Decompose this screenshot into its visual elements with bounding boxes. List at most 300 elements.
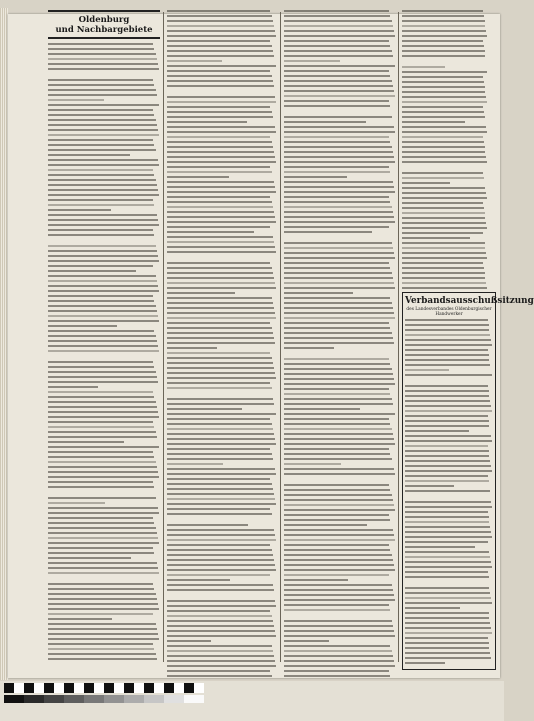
column-1 xyxy=(48,10,160,663)
text-line xyxy=(167,559,274,561)
text-line xyxy=(284,146,392,148)
text-line xyxy=(167,473,276,475)
text-line xyxy=(284,645,390,647)
text-line xyxy=(284,171,390,173)
text-line xyxy=(284,201,390,203)
text-line xyxy=(167,579,230,581)
text-line xyxy=(405,592,490,594)
text-line xyxy=(405,460,490,462)
text-line xyxy=(405,339,491,341)
text-line xyxy=(167,35,276,37)
grey-patch xyxy=(104,695,124,703)
text-line xyxy=(167,655,274,657)
text-line xyxy=(48,104,159,106)
text-line xyxy=(284,519,390,521)
article-text xyxy=(284,10,396,677)
text-line xyxy=(48,361,153,363)
text-line xyxy=(167,337,274,339)
text-line xyxy=(167,211,274,213)
text-line xyxy=(405,642,489,644)
text-line xyxy=(402,222,486,224)
text-line xyxy=(48,633,158,635)
text-line xyxy=(167,498,275,500)
text-line xyxy=(48,608,159,610)
text-line xyxy=(167,589,274,591)
text-line xyxy=(167,10,270,12)
text-line xyxy=(405,526,490,528)
text-line xyxy=(405,607,460,609)
text-line xyxy=(405,485,454,487)
text-line xyxy=(402,202,483,204)
text-line xyxy=(405,359,489,361)
text-line xyxy=(48,658,157,660)
text-line xyxy=(284,161,395,163)
text-line xyxy=(284,156,394,158)
text-line xyxy=(405,475,488,477)
text-line xyxy=(167,226,270,228)
text-line xyxy=(402,126,486,128)
text-line xyxy=(48,436,157,438)
text-line xyxy=(167,241,274,243)
text-line xyxy=(167,438,275,440)
text-line xyxy=(48,295,153,297)
text-line xyxy=(48,330,154,332)
text-line xyxy=(167,493,274,495)
text-line xyxy=(402,136,483,138)
text-line xyxy=(167,131,276,133)
text-line xyxy=(167,524,248,526)
text-line xyxy=(167,428,273,430)
text-line xyxy=(48,391,153,393)
text-line xyxy=(284,136,389,138)
text-line xyxy=(48,159,158,161)
text-line xyxy=(284,609,390,611)
ruler-segment xyxy=(24,683,34,693)
text-line xyxy=(402,192,486,194)
text-line xyxy=(48,522,154,524)
text-line xyxy=(167,372,275,374)
text-line xyxy=(402,50,485,52)
text-line xyxy=(48,451,153,453)
text-line xyxy=(284,544,389,546)
text-line xyxy=(284,292,353,294)
text-line xyxy=(48,512,159,514)
text-line xyxy=(48,456,154,458)
text-line xyxy=(167,665,276,667)
text-line xyxy=(405,571,488,573)
text-line xyxy=(167,251,276,253)
announcement-title: Verbandsausschußsitzung xyxy=(405,296,534,306)
text-line xyxy=(284,453,390,455)
text-line xyxy=(48,204,154,206)
text-line xyxy=(284,468,394,470)
text-line xyxy=(167,85,274,87)
text-line xyxy=(284,70,389,72)
text-line xyxy=(405,637,488,639)
ruler-segment xyxy=(54,683,64,693)
text-line xyxy=(402,247,485,249)
text-line xyxy=(48,260,159,262)
text-line xyxy=(48,315,158,317)
text-line xyxy=(167,267,272,269)
text-line xyxy=(167,151,274,153)
text-line xyxy=(284,90,394,92)
grey-patch xyxy=(184,695,204,703)
text-line xyxy=(284,660,394,662)
text-line xyxy=(284,670,389,672)
text-line xyxy=(167,161,276,163)
text-line xyxy=(167,620,273,622)
text-line xyxy=(284,307,393,309)
text-line xyxy=(405,319,488,321)
text-line xyxy=(167,539,276,541)
text-line xyxy=(405,470,492,472)
text-line xyxy=(48,119,156,121)
text-line xyxy=(167,382,270,384)
text-line xyxy=(284,539,395,541)
text-line xyxy=(48,446,159,448)
column-rule xyxy=(280,12,281,662)
text-line xyxy=(405,546,475,548)
text-line xyxy=(48,199,153,201)
text-line xyxy=(48,366,154,368)
text-line xyxy=(284,60,340,62)
text-line xyxy=(284,151,393,153)
text-line xyxy=(405,551,489,553)
ruler-segment xyxy=(164,683,174,693)
text-line xyxy=(284,30,394,32)
grey-patch xyxy=(84,695,104,703)
text-line xyxy=(48,431,156,433)
grey-patch xyxy=(4,695,24,703)
text-line xyxy=(405,622,490,624)
text-line xyxy=(284,504,394,506)
column-3 xyxy=(284,10,396,680)
text-line xyxy=(167,600,275,602)
text-line xyxy=(284,413,395,415)
grey-patch xyxy=(144,695,164,703)
text-line xyxy=(284,403,393,405)
text-line xyxy=(167,529,274,531)
text-line xyxy=(167,367,274,369)
text-line xyxy=(402,182,450,184)
text-line xyxy=(405,662,445,664)
text-line xyxy=(167,171,272,173)
article-text xyxy=(167,10,277,677)
text-line xyxy=(167,216,275,218)
text-line xyxy=(284,655,393,657)
text-line xyxy=(402,10,483,12)
text-line xyxy=(48,481,153,483)
text-line xyxy=(284,297,390,299)
text-line xyxy=(284,589,393,591)
text-line xyxy=(284,75,390,77)
text-line xyxy=(284,625,393,627)
text-line xyxy=(167,201,272,203)
text-line xyxy=(405,385,488,387)
text-line xyxy=(284,65,395,67)
text-line xyxy=(48,396,154,398)
text-line xyxy=(48,381,158,383)
text-line xyxy=(284,25,393,27)
text-line xyxy=(48,497,156,499)
text-line xyxy=(167,418,270,420)
text-line xyxy=(402,35,487,37)
text-line xyxy=(48,109,153,111)
text-line xyxy=(402,96,486,98)
ruler-segment xyxy=(104,683,114,693)
ruler-segment xyxy=(34,683,44,693)
announcement-text xyxy=(405,319,493,664)
text-line xyxy=(284,358,389,360)
text-line xyxy=(284,368,392,370)
text-line xyxy=(405,334,490,336)
text-line xyxy=(405,506,492,508)
text-line xyxy=(405,395,489,397)
text-line xyxy=(284,564,394,566)
ruler-segment xyxy=(174,683,184,693)
text-line xyxy=(402,91,485,93)
text-line xyxy=(48,255,158,257)
text-line xyxy=(167,564,275,566)
text-line xyxy=(284,327,390,329)
text-line xyxy=(405,597,491,599)
text-line xyxy=(284,509,395,511)
text-line xyxy=(402,207,484,209)
text-line xyxy=(167,166,270,168)
text-line xyxy=(48,174,154,176)
text-line xyxy=(284,473,395,475)
text-line xyxy=(167,15,272,17)
text-line xyxy=(402,282,486,284)
grey-patch xyxy=(64,695,84,703)
text-line xyxy=(48,527,156,529)
text-line xyxy=(167,221,276,223)
text-line xyxy=(402,101,487,103)
text-line xyxy=(402,172,483,174)
text-line xyxy=(48,618,112,620)
text-line xyxy=(402,187,485,189)
text-line xyxy=(48,371,156,373)
text-line xyxy=(284,393,390,395)
text-line xyxy=(405,390,489,392)
text-line xyxy=(284,337,393,339)
text-line xyxy=(402,242,485,244)
text-line xyxy=(402,177,484,179)
text-line xyxy=(48,613,153,615)
text-line xyxy=(167,156,275,158)
text-line xyxy=(48,134,159,136)
ruler-segment xyxy=(194,683,204,693)
text-line xyxy=(167,610,270,612)
text-line xyxy=(284,126,394,128)
text-line xyxy=(48,84,154,86)
text-line xyxy=(284,549,390,551)
text-line xyxy=(167,478,270,480)
masthead xyxy=(48,10,160,39)
text-line xyxy=(284,181,393,183)
text-line xyxy=(48,234,154,236)
text-line xyxy=(48,623,156,625)
text-line xyxy=(48,89,156,91)
text-line xyxy=(48,507,158,509)
text-line xyxy=(405,450,489,452)
text-line xyxy=(167,403,274,405)
text-line xyxy=(284,262,389,264)
text-line xyxy=(284,10,389,12)
text-line xyxy=(48,340,157,342)
text-line xyxy=(167,55,274,57)
text-line xyxy=(167,433,274,435)
text-line xyxy=(167,282,275,284)
text-line xyxy=(284,594,394,596)
text-line xyxy=(48,486,154,488)
text-line xyxy=(48,290,159,292)
text-line xyxy=(167,96,275,98)
text-line xyxy=(167,332,273,334)
ruler-segment xyxy=(184,683,194,693)
text-line xyxy=(402,212,485,214)
text-line xyxy=(284,226,389,228)
text-line xyxy=(402,66,445,68)
text-line xyxy=(167,327,272,329)
text-line xyxy=(284,675,390,677)
ruler-segment xyxy=(44,683,54,693)
text-line xyxy=(405,329,489,331)
text-line xyxy=(48,547,153,549)
text-line xyxy=(284,569,395,571)
text-line xyxy=(284,85,393,87)
text-line xyxy=(48,99,104,101)
text-line xyxy=(405,657,491,659)
text-line xyxy=(167,287,276,289)
text-line xyxy=(48,229,153,231)
text-line xyxy=(405,541,488,543)
text-line xyxy=(167,645,272,647)
text-line xyxy=(48,572,159,574)
text-line xyxy=(167,126,275,128)
text-line xyxy=(402,86,485,88)
text-line xyxy=(167,635,276,637)
text-line xyxy=(402,40,483,42)
text-line xyxy=(284,322,389,324)
text-line xyxy=(405,374,492,376)
text-line xyxy=(48,537,158,539)
text-line xyxy=(167,191,276,193)
text-line xyxy=(405,349,488,351)
text-line xyxy=(402,252,486,254)
text-line xyxy=(48,68,159,70)
text-line xyxy=(284,635,395,637)
text-line xyxy=(284,524,367,526)
text-line xyxy=(405,324,489,326)
text-line xyxy=(284,211,393,213)
grey-patch xyxy=(124,695,144,703)
text-line xyxy=(284,388,389,390)
text-line xyxy=(167,206,273,208)
text-line xyxy=(284,383,395,385)
text-line xyxy=(284,100,389,102)
text-line xyxy=(167,80,273,82)
masthead-line-2: und Nachbargebiete xyxy=(55,25,153,35)
text-line xyxy=(405,516,489,518)
text-line xyxy=(48,63,158,65)
text-line xyxy=(284,242,392,244)
text-line xyxy=(48,58,157,60)
page-edge xyxy=(0,8,8,680)
text-line xyxy=(402,15,484,17)
text-line xyxy=(402,30,486,32)
text-line xyxy=(284,489,390,491)
text-line xyxy=(405,576,489,578)
text-line xyxy=(402,76,483,78)
text-line xyxy=(284,221,395,223)
text-line xyxy=(284,55,393,57)
text-line xyxy=(48,517,153,519)
text-line xyxy=(284,604,389,606)
text-line xyxy=(284,247,393,249)
text-line xyxy=(167,574,270,576)
text-line xyxy=(48,502,105,504)
text-line xyxy=(284,105,390,107)
text-line xyxy=(48,270,136,272)
text-line xyxy=(402,197,487,199)
text-line xyxy=(167,458,273,460)
text-line xyxy=(284,45,390,47)
text-line xyxy=(48,562,157,564)
text-line xyxy=(48,250,157,252)
text-line xyxy=(284,640,329,642)
text-line xyxy=(284,252,394,254)
text-line xyxy=(402,146,485,148)
text-line xyxy=(405,536,492,538)
text-line xyxy=(48,265,153,267)
ruler-segment xyxy=(64,683,74,693)
scan-color-ruler xyxy=(4,695,204,703)
text-line xyxy=(48,653,156,655)
text-line xyxy=(167,231,254,233)
text-line xyxy=(48,476,159,478)
text-line xyxy=(167,347,217,349)
text-line xyxy=(284,166,389,168)
text-line xyxy=(167,262,270,264)
text-line xyxy=(405,344,492,346)
text-line xyxy=(405,647,489,649)
text-line xyxy=(167,413,276,415)
text-line xyxy=(48,466,157,468)
text-line xyxy=(167,297,272,299)
text-line xyxy=(405,556,490,558)
text-line xyxy=(167,307,274,309)
text-line xyxy=(48,320,159,322)
text-line xyxy=(167,423,272,425)
text-line xyxy=(402,20,485,22)
text-line xyxy=(167,302,273,304)
article-text xyxy=(48,43,160,660)
grey-patch xyxy=(24,695,44,703)
text-line xyxy=(284,579,348,581)
text-line xyxy=(402,272,485,274)
text-line xyxy=(405,612,489,614)
announcement-subtitle: des Landesverbandes Oldenburgischer Handwerker xyxy=(406,307,492,317)
text-line xyxy=(405,400,490,402)
text-line xyxy=(284,418,389,420)
text-line xyxy=(48,557,131,559)
text-line xyxy=(405,511,488,513)
text-line xyxy=(284,463,341,465)
text-line xyxy=(405,425,489,427)
text-line xyxy=(167,75,272,77)
